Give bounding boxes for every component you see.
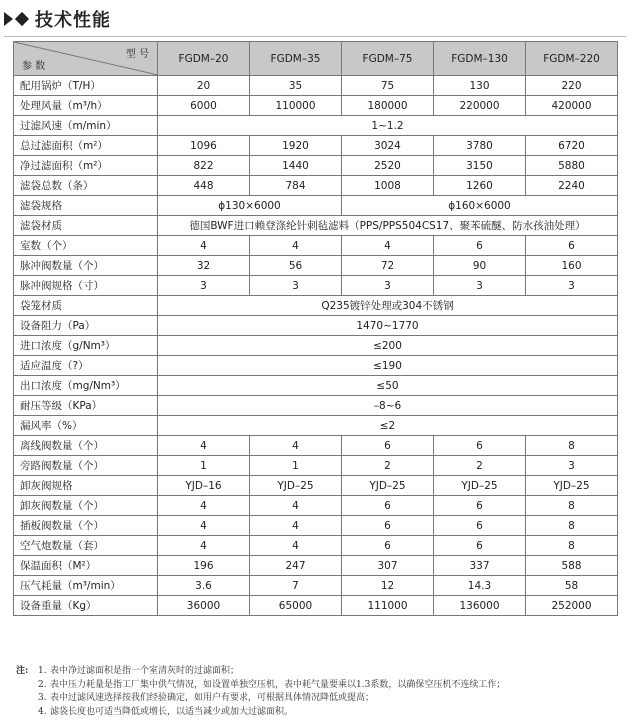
model-header: FGDM–75 xyxy=(342,42,434,76)
row-label: 袋笼材质 xyxy=(14,296,158,316)
table-row xyxy=(14,496,618,516)
value-cell: 35 xyxy=(250,76,342,96)
value-cell: 3 xyxy=(342,276,434,296)
note-text: 表中压力耗量是指工厂集中供气情况，如设置单独空压机，表中耗气量要乘以1.3系数，以确保空压机不连续工作； xyxy=(50,679,506,690)
value-cell: 822 xyxy=(158,156,250,176)
value-cell: 14.3 xyxy=(434,576,526,596)
note-text: 表中净过滤面积是指一个室清灰时的过滤面积； xyxy=(50,666,240,676)
value-cell: 6 xyxy=(342,516,434,536)
table-row xyxy=(14,336,618,356)
value-cell: 12 xyxy=(342,576,434,596)
value-cell: 448 xyxy=(158,176,250,196)
row-label: 空气炮数量（套） xyxy=(14,536,158,556)
note-lead xyxy=(16,692,38,706)
value-cell: 180000 xyxy=(342,96,434,116)
value-cell: 3 xyxy=(526,276,618,296)
value-cell: 4 xyxy=(158,496,250,516)
row-label: 设备阻力（Pa） xyxy=(14,316,158,336)
table-row xyxy=(14,316,618,336)
value-cell: 4 xyxy=(250,516,342,536)
value-cell: 4 xyxy=(158,536,250,556)
value-cell: 8 xyxy=(526,496,618,516)
value-cell: 5880 xyxy=(526,156,618,176)
value-cell: 6 xyxy=(434,236,526,256)
value-cell: 307 xyxy=(342,556,434,576)
value-cell: 2 xyxy=(434,456,526,476)
merged-cell: ϕ160×6000 xyxy=(342,196,618,216)
value-cell: 3 xyxy=(158,276,250,296)
row-label: 脉冲阀数量（个） xyxy=(14,256,158,276)
row-label: 压气耗量（m³/min） xyxy=(14,576,158,596)
model-label: 型 号 xyxy=(125,49,149,60)
title-divider xyxy=(4,36,626,37)
table-row xyxy=(14,196,618,216)
value-cell: 220000 xyxy=(434,96,526,116)
value-cell: 3.6 xyxy=(158,576,250,596)
value-cell: 2 xyxy=(342,456,434,476)
row-label: 耐压等级（KPa） xyxy=(14,396,158,416)
value-cell: 8 xyxy=(526,436,618,456)
table-row xyxy=(14,416,618,436)
value-cell: 1440 xyxy=(250,156,342,176)
value-cell: 6 xyxy=(434,516,526,536)
table-row xyxy=(14,596,618,616)
value-cell: 4 xyxy=(158,436,250,456)
value-cell: 4 xyxy=(250,536,342,556)
table-row xyxy=(14,396,618,416)
value-cell: 1 xyxy=(158,456,250,476)
table-row xyxy=(14,76,618,96)
note-text: 滤袋长度也可适当降低或增长，以适当减少或加大过滤面积。 xyxy=(50,706,294,717)
row-label: 净过滤面积（m²） xyxy=(14,156,158,176)
value-cell: 420000 xyxy=(526,96,618,116)
table-row xyxy=(14,256,618,276)
note-item xyxy=(16,665,616,679)
table-row xyxy=(14,476,618,496)
value-cell: 8 xyxy=(526,516,618,536)
model-header: FGDM–35 xyxy=(250,42,342,76)
table-row xyxy=(14,236,618,256)
model-header: FGDM–20 xyxy=(158,42,250,76)
table-row xyxy=(14,356,618,376)
diamond-icon xyxy=(15,12,29,26)
row-label: 进口浓度（g/Nm³） xyxy=(14,336,158,356)
model-header: FGDM–130 xyxy=(434,42,526,76)
table-row xyxy=(14,456,618,476)
table-row xyxy=(14,556,618,576)
section-heading xyxy=(4,2,111,36)
value-cell: 784 xyxy=(250,176,342,196)
value-cell: 4 xyxy=(342,236,434,256)
note-number: 3. xyxy=(38,693,47,703)
header-row xyxy=(14,42,618,76)
note-lead xyxy=(16,679,38,693)
row-label: 插板阀数量（个） xyxy=(14,516,158,536)
value-cell: 3150 xyxy=(434,156,526,176)
row-label: 脉冲阀规格（寸） xyxy=(14,276,158,296)
value-cell: 6 xyxy=(342,496,434,516)
value-cell: 6 xyxy=(434,436,526,456)
arrow-icon xyxy=(4,12,13,26)
row-label: 旁路阀数量（个） xyxy=(14,456,158,476)
value-cell: YJD–16 xyxy=(158,476,250,496)
note-lead xyxy=(16,706,38,720)
value-cell: 72 xyxy=(342,256,434,276)
value-cell: 220 xyxy=(526,76,618,96)
value-cell: 8 xyxy=(526,536,618,556)
row-label: 适应温度（?） xyxy=(14,356,158,376)
row-label: 室数（个） xyxy=(14,236,158,256)
note-number: 4. xyxy=(38,706,47,717)
value-cell: 58 xyxy=(526,576,618,596)
row-label: 离线阀数量（个） xyxy=(14,436,158,456)
row-label: 滤袋总数（条） xyxy=(14,176,158,196)
value-cell: 3 xyxy=(434,276,526,296)
value-cell: 56 xyxy=(250,256,342,276)
value-cell: 6 xyxy=(526,236,618,256)
value-cell: 111000 xyxy=(342,596,434,616)
value-cell: 2240 xyxy=(526,176,618,196)
merged-cell: ≤190 xyxy=(158,356,618,376)
note-lead: 注: xyxy=(16,666,29,676)
spec-table xyxy=(13,41,618,616)
value-cell: 2520 xyxy=(342,156,434,176)
header-corner-cell xyxy=(14,42,158,76)
value-cell: 36000 xyxy=(158,596,250,616)
value-cell: 110000 xyxy=(250,96,342,116)
note-number: 1. xyxy=(38,666,47,676)
value-cell: 32 xyxy=(158,256,250,276)
value-cell: 6000 xyxy=(158,96,250,116)
row-label: 卸灰阀数量（个） xyxy=(14,496,158,516)
merged-cell: ≤2 xyxy=(158,416,618,436)
value-cell: 3 xyxy=(526,456,618,476)
note-item xyxy=(16,706,616,720)
note-number: 2. xyxy=(38,679,47,690)
row-label: 漏风率（%） xyxy=(14,416,158,436)
merged-cell: 1~1.2 xyxy=(158,116,618,136)
value-cell: 1920 xyxy=(250,136,342,156)
note-text: 表中过滤风速选择按我们经验确定，如用户有要求，可根据具体情况降低或提高； xyxy=(50,693,375,703)
value-cell: 588 xyxy=(526,556,618,576)
value-cell: 6 xyxy=(434,496,526,516)
model-header: FGDM–220 xyxy=(526,42,618,76)
row-label: 总过滤面积（m²） xyxy=(14,136,158,156)
merged-cell: ≤200 xyxy=(158,336,618,356)
row-label: 过滤风速（m/min） xyxy=(14,116,158,136)
value-cell: 1096 xyxy=(158,136,250,156)
notes-block xyxy=(16,665,616,719)
row-label: 滤袋规格 xyxy=(14,196,158,216)
value-cell: YJD–25 xyxy=(250,476,342,496)
row-label: 配用锅炉（T/H） xyxy=(14,76,158,96)
row-label: 出口浓度（mg/Nm³） xyxy=(14,376,158,396)
value-cell: 160 xyxy=(526,256,618,276)
value-cell: 7 xyxy=(250,576,342,596)
merged-cell: ≤50 xyxy=(158,376,618,396)
note-item xyxy=(16,679,616,693)
value-cell: 75 xyxy=(342,76,434,96)
value-cell: 6720 xyxy=(526,136,618,156)
table-row xyxy=(14,96,618,116)
value-cell: 20 xyxy=(158,76,250,96)
value-cell: 1008 xyxy=(342,176,434,196)
table-row xyxy=(14,276,618,296)
table-row xyxy=(14,576,618,596)
row-label: 处理风量（m³/h） xyxy=(14,96,158,116)
table-row xyxy=(14,176,618,196)
value-cell: 4 xyxy=(250,236,342,256)
value-cell: 136000 xyxy=(434,596,526,616)
row-label: 卸灰阀规格 xyxy=(14,476,158,496)
value-cell: 4 xyxy=(158,236,250,256)
row-label: 滤袋材质 xyxy=(14,216,158,236)
merged-cell: ϕ130×6000 xyxy=(158,196,342,216)
param-label: 参 数 xyxy=(22,61,46,72)
table-row xyxy=(14,516,618,536)
value-cell: 6 xyxy=(342,536,434,556)
value-cell: 65000 xyxy=(250,596,342,616)
table-row xyxy=(14,136,618,156)
table-row xyxy=(14,216,618,236)
value-cell: 196 xyxy=(158,556,250,576)
merged-cell: Q235镀锌处理或304不锈钢 xyxy=(158,296,618,316)
table-row xyxy=(14,156,618,176)
value-cell: 4 xyxy=(158,516,250,536)
page-title: 技术性能 xyxy=(35,10,111,31)
value-cell: 1 xyxy=(250,456,342,476)
table-row xyxy=(14,116,618,136)
value-cell: 252000 xyxy=(526,596,618,616)
merged-cell: –8~6 xyxy=(158,396,618,416)
value-cell: YJD–25 xyxy=(342,476,434,496)
value-cell: YJD–25 xyxy=(434,476,526,496)
value-cell: 3024 xyxy=(342,136,434,156)
merged-cell: 德国BWF进口赖登涤纶针刺毡滤料（PPS/PPS504CS17、聚苯硫醚、防水孩油处理） xyxy=(158,216,618,236)
value-cell: 1260 xyxy=(434,176,526,196)
row-label: 设备重量（Kg） xyxy=(14,596,158,616)
value-cell: 4 xyxy=(250,496,342,516)
value-cell: 337 xyxy=(434,556,526,576)
value-cell: 90 xyxy=(434,256,526,276)
table-row xyxy=(14,296,618,316)
value-cell: 6 xyxy=(342,436,434,456)
row-label: 保温面积（M²） xyxy=(14,556,158,576)
table-row xyxy=(14,376,618,396)
merged-cell: 1470~1770 xyxy=(158,316,618,336)
table-row xyxy=(14,436,618,456)
value-cell: 247 xyxy=(250,556,342,576)
value-cell: YJD–25 xyxy=(526,476,618,496)
value-cell: 130 xyxy=(434,76,526,96)
table-row xyxy=(14,536,618,556)
note-item xyxy=(16,692,616,706)
value-cell: 3780 xyxy=(434,136,526,156)
value-cell: 3 xyxy=(250,276,342,296)
value-cell: 4 xyxy=(250,436,342,456)
value-cell: 6 xyxy=(434,536,526,556)
